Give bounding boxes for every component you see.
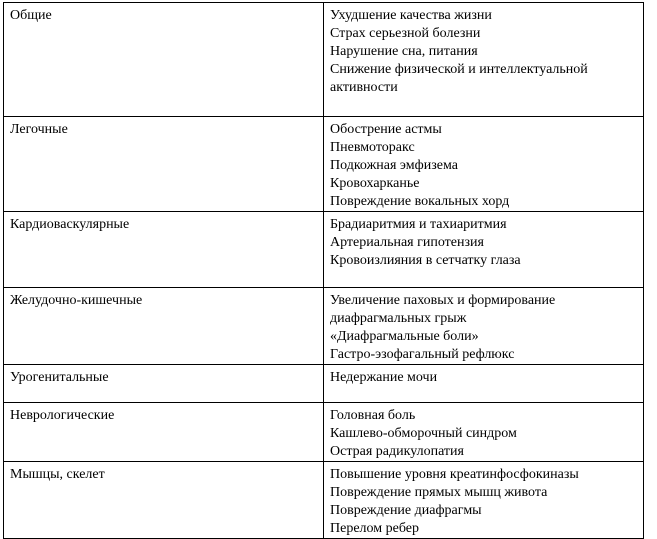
table-row [4, 288, 644, 365]
table-row [4, 212, 644, 288]
list-item: Пневмоторакс [330, 140, 415, 155]
list-item: Кашлево-обморочный синдром [330, 426, 517, 441]
category-label: Урогенитальные [10, 370, 109, 385]
table-row [4, 462, 644, 539]
list-item: Нарушение сна, питания [330, 44, 478, 59]
list-item: Острая радикулопатия [330, 444, 464, 459]
list-item: Подкожная эмфизема [330, 158, 458, 173]
items-cell [324, 212, 644, 288]
items-cell [324, 3, 644, 117]
list-item: Обострение астмы [330, 122, 442, 137]
category-cell [4, 403, 324, 462]
items-cell [324, 403, 644, 462]
list-item: Брадиаритмия и тахиаритмия [330, 217, 507, 232]
items-cell [324, 288, 644, 365]
list-item: Недержание мочи [330, 370, 438, 385]
category-label: Общие [10, 8, 52, 23]
table-row [4, 365, 644, 403]
list-item: Увеличение паховых и формирование диафрагмальных грыж [330, 293, 556, 326]
list-item: Кровоизлияния в сетчатку глаза [330, 253, 521, 268]
category-cell [4, 3, 324, 117]
category-cell [4, 365, 324, 403]
list-item: Гастро-эзофагальный рефлюкс [330, 347, 515, 362]
table-row [4, 3, 644, 117]
list-item: Страх серьезной болезни [330, 26, 481, 41]
category-cell [4, 117, 324, 212]
list-item: Повреждение вокальных хорд [330, 194, 510, 209]
category-cell [4, 462, 324, 539]
items-cell [324, 117, 644, 212]
category-label: Неврологические [10, 408, 115, 423]
list-item: «Диафрагмальные боли» [330, 329, 479, 344]
table-row [4, 117, 644, 212]
list-item: Повреждение диафрагмы [330, 503, 482, 518]
list-item: Повышение уровня креатинфосфокиназы [330, 467, 579, 482]
category-label: Мышцы, скелет [10, 467, 105, 482]
items-cell [324, 365, 644, 403]
list-item: Снижение физической и интеллектуальной активности [330, 62, 588, 95]
category-cell [4, 212, 324, 288]
list-item: Головная боль [330, 408, 416, 423]
table-row [4, 403, 644, 462]
list-item: Ухудшение качества жизни [330, 8, 492, 23]
category-label: Легочные [10, 122, 68, 137]
complications-table [3, 2, 644, 539]
category-label: Кардиоваскулярные [10, 217, 130, 232]
list-item: Перелом ребер [330, 521, 419, 536]
items-cell [324, 462, 644, 539]
list-item: Кровохарканье [330, 176, 420, 191]
list-item: Артериальная гипотензия [330, 235, 484, 250]
category-label: Желудочно-кишечные [10, 293, 143, 308]
list-item: Повреждение прямых мышц живота [330, 485, 548, 500]
category-cell [4, 288, 324, 365]
